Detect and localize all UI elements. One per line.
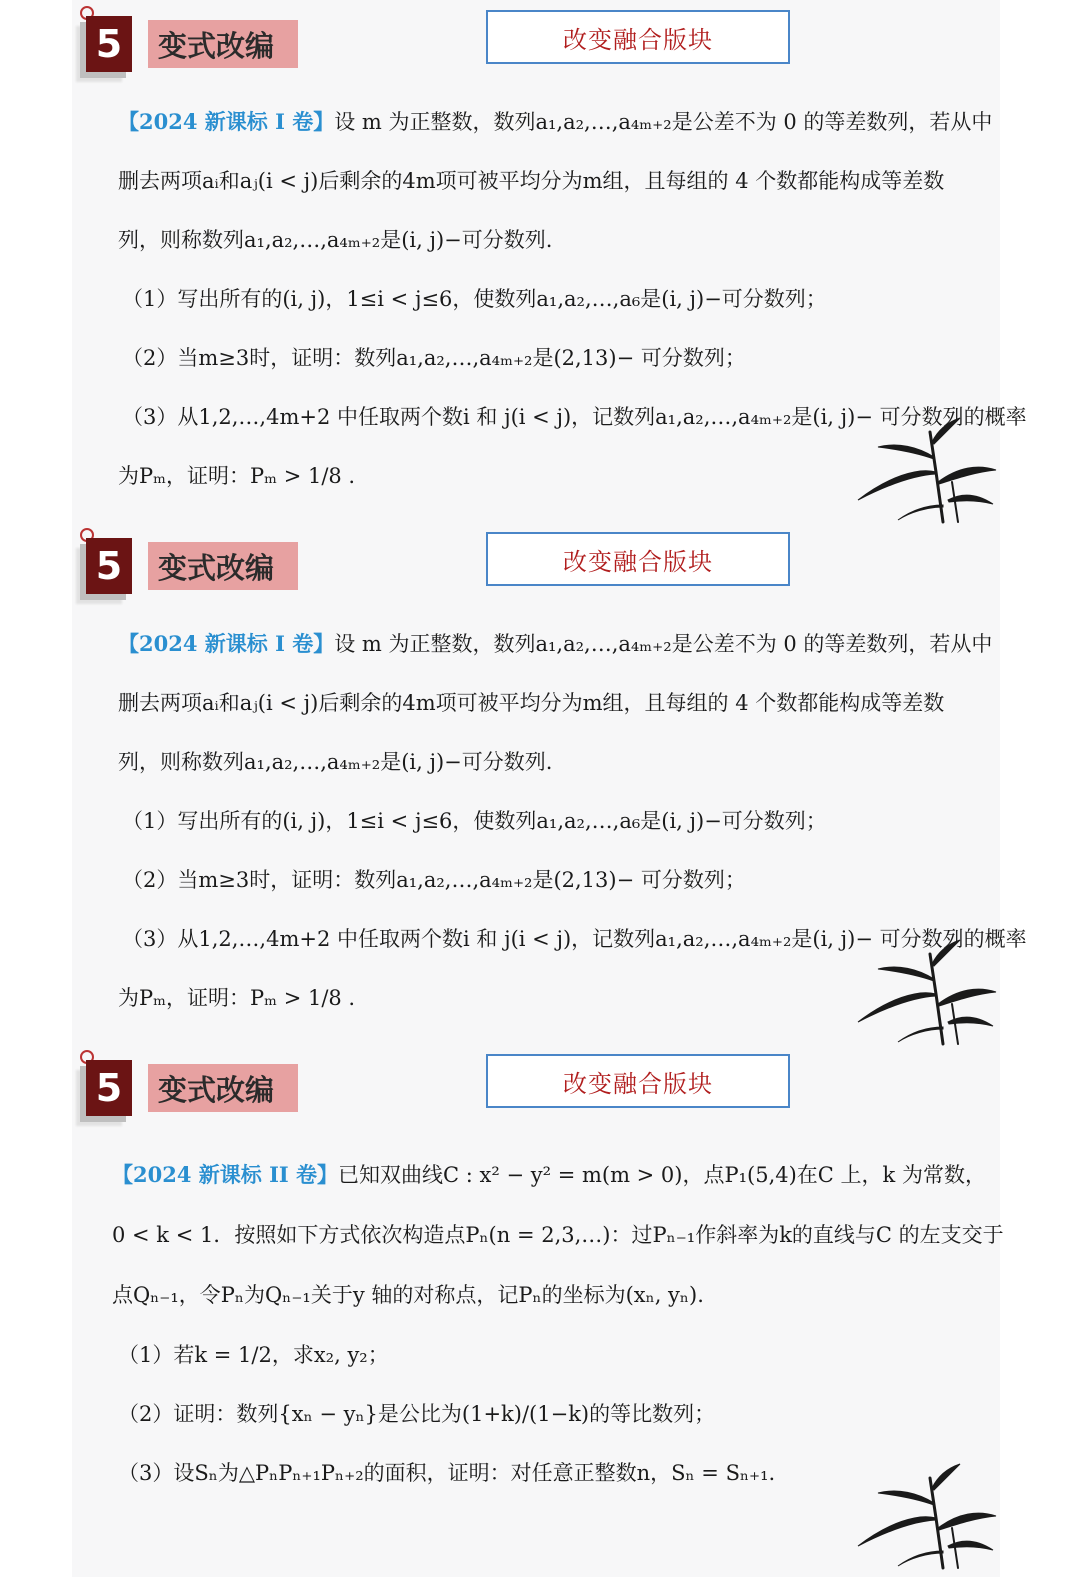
problem-line: 【2024 新课标 II 卷】已知双曲线C : x² − y² = m(m > 0)，点P₁(5,4)在C 上，k 为常数， [112,1162,986,1187]
question-3: （3）设Sₙ为△PₙPₙ₊₁Pₙ₊₂的面积，证明：对任意正整数n，Sₙ = Sₙ₊₁. [118,1461,776,1485]
problem-line: 0 < k < 1．按照如下方式依次构造点Pₙ(n = 2,3,…)：过Pₙ₋₁作斜率为k的直线与C 的左支交于 [112,1223,1004,1247]
question-2: （2）证明：数列{xₙ − yₙ}是公比为(1+k)/(1−k)的等比数列； [118,1402,716,1426]
question-3: （3）从1,2,…,4m+2 中任取两个数i 和 j(i < j)，记数列a₁,a₂,…,a₄ₘ₊₂是(i, j)− 可分数列的概率 [122,927,1027,951]
section-number-badge: 5 [86,1060,132,1116]
question-3: （3）从1,2,…,4m+2 中任取两个数i 和 j(i < j)，记数列a₁,a₂,…,a₄ₘ₊₂是(i, j)− 可分数列的概率 [122,405,1027,429]
question-2: （2）当m≥3时，证明：数列a₁,a₂,…,a₄ₘ₊₂是(2,13)− 可分数列； [122,868,746,892]
bamboo-ink-icon [848,412,998,524]
question-3-cont: 为Pₘ，证明：Pₘ > 1/8 . [118,464,356,488]
problem-line: 点Qₙ₋₁，令Pₙ为Qₙ₋₁关于y 轴的对称点，记Pₙ的坐标为(xₙ, yₙ). [112,1283,704,1307]
problem-line: 【2024 新课标 I 卷】设 m 为正整数，数列a₁,a₂,…,a₄ₘ₊₂是公差不为 0 的等差数列，若从中 [118,631,993,656]
question-3-cont: 为Pₘ，证明：Pₘ > 1/8 . [118,986,356,1010]
module-banner: 改变融合版块 [486,1054,790,1108]
problem-line: 【2024 新课标 I 卷】设 m 为正整数，数列a₁,a₂,…,a₄ₘ₊₂是公差不为 0 的等差数列，若从中 [118,109,993,134]
problem-line: 删去两项aᵢ和aⱼ(i < j)后剩余的4m项可被平均分为m组，且每组的 4 个数都能构成等差数 [118,169,945,193]
question-1: （1）写出所有的(i, j)，1≤i < j≤6，使数列a₁,a₂,…,a₆是(i, j)−可分数列； [122,287,827,311]
module-banner: 改变融合版块 [486,10,790,64]
section-number-badge: 5 [86,538,132,594]
problem-line: 删去两项aᵢ和aⱼ(i < j)后剩余的4m项可被平均分为m组，且每组的 4 个数都能构成等差数 [118,691,945,715]
bamboo-ink-icon [848,934,998,1046]
question-1: （1）若k = 1/2，求x₂, y₂； [118,1343,389,1367]
section-number-badge: 5 [86,16,132,72]
bamboo-ink-icon [848,1458,998,1570]
problem-line: 列，则称数列a₁,a₂,…,a₄ₘ₊₂是(i, j)−可分数列. [118,228,553,252]
source-label: 【2024 新课标 I 卷】 [118,631,335,656]
source-label: 【2024 新课标 II 卷】 [112,1162,339,1187]
question-2: （2）当m≥3时，证明：数列a₁,a₂,…,a₄ₘ₊₂是(2,13)− 可分数列； [122,346,746,370]
source-label: 【2024 新课标 I 卷】 [118,109,335,134]
module-banner: 改变融合版块 [486,532,790,586]
section-title: 变式改编 [148,20,298,68]
question-1: （1）写出所有的(i, j)，1≤i < j≤6，使数列a₁,a₂,…,a₆是(i, j)−可分数列； [122,809,827,833]
section-title: 变式改编 [148,1064,298,1112]
section-title: 变式改编 [148,542,298,590]
problem-line: 列，则称数列a₁,a₂,…,a₄ₘ₊₂是(i, j)−可分数列. [118,750,553,774]
